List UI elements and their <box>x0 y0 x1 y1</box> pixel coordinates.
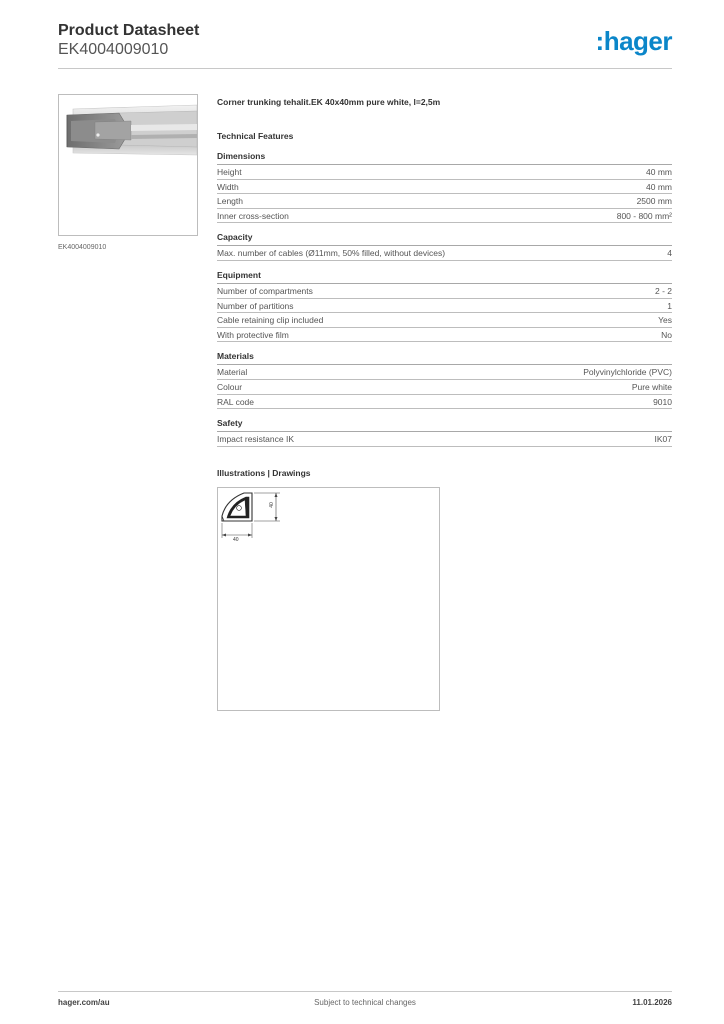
spec-row <box>217 328 672 343</box>
header-divider <box>58 68 672 69</box>
spec-row <box>217 209 672 224</box>
spec-row <box>217 365 672 380</box>
spec-label: Number of partitions <box>217 300 294 311</box>
section-title: Capacity <box>217 231 672 246</box>
spec-row <box>217 395 672 410</box>
spec-value: 2500 mm <box>636 196 672 207</box>
spec-value: 1 <box>667 300 672 311</box>
spec-row <box>217 180 672 195</box>
dimensions-section <box>217 150 672 223</box>
spec-value: No <box>661 329 672 340</box>
equipment-section <box>217 269 672 342</box>
spec-label: RAL code <box>217 396 255 407</box>
spec-label: Inner cross-section <box>217 210 289 221</box>
spec-row <box>217 313 672 328</box>
spec-value: IK07 <box>654 434 672 445</box>
capacity-section <box>217 231 672 261</box>
spec-value: Pure white <box>631 381 672 392</box>
dimension-width-label: 40 <box>233 536 239 543</box>
corner-trunking-profile-drawing <box>218 488 439 710</box>
product-image <box>58 94 198 236</box>
footer-date: 11.01.2026 <box>632 998 672 1007</box>
document-subtitle: EK4004009010 <box>58 41 169 58</box>
spec-value: Polyvinylchloride (PVC) <box>583 367 672 378</box>
spec-value: 40 mm <box>646 167 672 177</box>
spec-row <box>217 299 672 314</box>
spec-label: Length <box>217 196 243 207</box>
page-footer <box>58 998 672 1010</box>
footer-notice: Subject to technical changes <box>314 998 416 1007</box>
document-title: Product Datasheet <box>58 22 200 39</box>
illustrations-heading: Illustrations | Drawings <box>217 467 311 478</box>
spec-label: Cable retaining clip included <box>217 315 324 326</box>
spec-value: 40 mm <box>646 181 672 192</box>
spec-row <box>217 284 672 299</box>
safety-section <box>217 417 672 447</box>
footer-website-link[interactable]: hager.com/au <box>58 998 110 1007</box>
spec-value: 9010 <box>653 396 672 407</box>
cable-trunking-photo-icon <box>59 95 197 235</box>
page-header <box>58 21 672 69</box>
spec-label: Number of compartments <box>217 285 313 296</box>
spec-row <box>217 432 672 447</box>
spec-row <box>217 194 672 209</box>
section-title: Dimensions <box>217 150 672 165</box>
spec-label: Max. number of cables (Ø11mm, 50% filled, without devices) <box>217 248 446 259</box>
spec-value: Yes <box>658 315 672 326</box>
spec-label: With protective film <box>217 329 289 340</box>
section-title: Materials <box>217 350 672 365</box>
spec-label: Width <box>217 181 239 192</box>
section-title: Equipment <box>217 269 672 284</box>
spec-label: Impact resistance IK <box>217 434 295 445</box>
hager-logo: :hager <box>595 26 672 56</box>
product-image-caption: EK4004009010 <box>58 244 107 251</box>
technical-features-heading: Technical Features <box>217 131 294 141</box>
spec-row <box>217 165 672 180</box>
technical-drawing <box>217 487 440 711</box>
datasheet-main <box>217 96 672 711</box>
product-name: Corner trunking tehalit.EK 40x40mm pure white, l=2,5m <box>217 97 441 107</box>
spec-row <box>217 380 672 395</box>
materials-section <box>217 350 672 409</box>
spec-label: Height <box>217 167 242 177</box>
spec-label: Colour <box>217 381 243 392</box>
spec-value: 2 - 2 <box>654 285 672 296</box>
footer-divider <box>58 991 672 992</box>
dimension-height-label: 40 <box>268 501 275 508</box>
spec-label: Material <box>217 367 248 378</box>
spec-row <box>217 246 672 261</box>
section-title: Safety <box>217 417 672 432</box>
spec-value: 4 <box>667 248 672 259</box>
spec-value: 800 - 800 mm² <box>616 210 672 221</box>
